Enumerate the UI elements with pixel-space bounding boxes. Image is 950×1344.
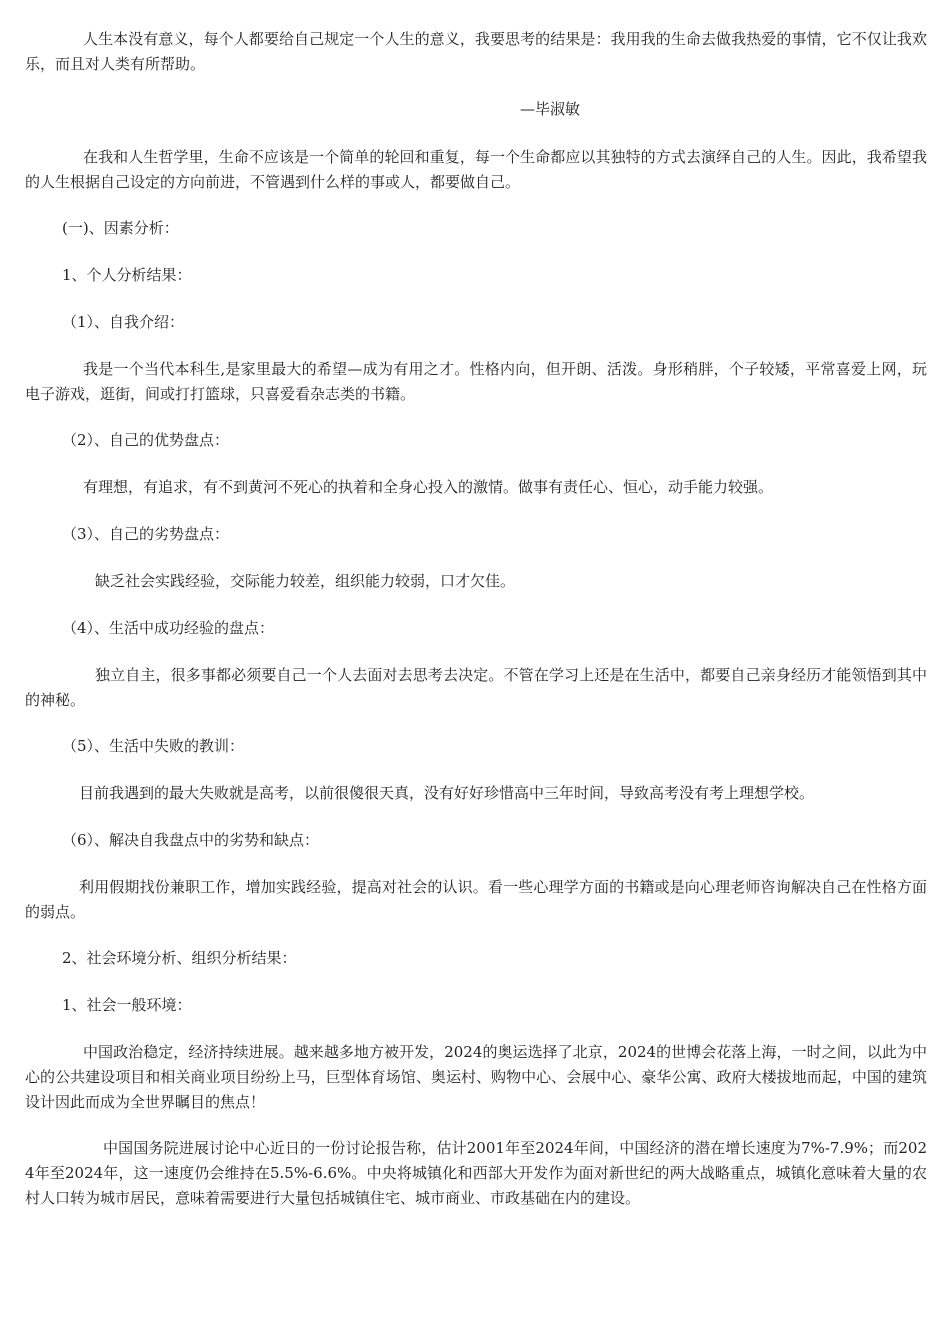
subheading-failures: （5）、生活中失败的教训： [62,737,245,755]
subheading-successes: （4）、生活中成功经验的盘点： [62,619,275,637]
weaknesses-paragraph: 缺乏社会实践经验，交际能力较差，组织能力较弱，口才欠佳。 [95,572,516,590]
failures-paragraph: 目前我遇到的最大失败就是高考，以前很傻很天真，没有好好珍惜高中三年时间，导致高考没有考上理想学校。 [79,784,815,802]
quote-attribution: —毕淑敏 [520,100,581,118]
subheading-self-intro: （1）、自我介绍： [62,313,185,331]
environment-paragraph-1: 中国政治稳定，经济持续进展。越来越多地方被开发，2024的奥运选择了北京，2024的世博会花落上海，一时之间，以此为中心的公共建设项目和相关商业项目纷纷上马，巨型体育场馆、奥运村、购物中心、会展中心、豪华公寓、政府大楼拔地而起，中国的建筑设计因此而成为全世界瞩目的焦点！ [25,1043,927,1111]
subheading-general-environment: 1、社会一般环境： [62,996,192,1014]
subheading-weaknesses: （3）、自己的劣势盘点： [62,525,230,543]
section-heading-personal-analysis: 1、个人分析结果： [62,266,192,284]
section-heading-environment-analysis: 2、社会环境分析、组织分析结果： [62,949,297,967]
self-intro-paragraph: 我是一个当代本科生,是家里最大的希望—成为有用之才。性格内向，但开朗、活泼。身形稍胖，个子较矮，平常喜爱上网，玩电子游戏，逛街，间或打打篮球，只喜爱看杂志类的书籍。 [25,360,927,403]
strengths-paragraph: 有理想，有追求，有不到黄河不死心的执着和全身心投入的激情。做事有责任心、恒心，动手能力较强。 [83,478,774,496]
successes-paragraph: 独立自主，很多事都必须要自己一个人去面对去思考去决定。不管在学习上还是在生活中，都要自己亲身经历才能领悟到其中的神秘。 [25,666,927,709]
section-heading-factor-analysis: (一)、因素分析： [62,219,179,237]
subheading-strengths: （2）、自己的优势盘点： [62,431,230,449]
opening-quote: 人生本没有意义，每个人都要给自己规定一个人生的意义，我要思考的结果是：我用我的生命去做我热爱的事情，它不仅让我欢乐，而且对人类有所帮助。 [25,30,927,73]
solutions-paragraph: 利用假期找份兼职工作，增加实践经验，提高对社会的认识。看一些心理学方面的书籍或是向心理老师咨询解决自己在性格方面的弱点。 [25,878,927,921]
environment-paragraph-2: 中国国务院进展讨论中心近日的一份讨论报告称，估计2001年至2024年间，中国经济的潜在增长速度为7%-7.9%；而2024年至2024年，这一速度仍会维持在5.5%-6.6%。中央将城镇化和西部大开发作为面对新世纪的两大战略重点，城镇化意味着大量的农村人口转为城市居民，意味着需要进行大量包括城镇住宅、城市商业、市政基础在内的建设。 [25,1139,927,1207]
subheading-solutions: （6）、解决自我盘点中的劣势和缺点： [62,831,320,849]
intro-paragraph: 在我和人生哲学里，生命不应该是一个简单的轮回和重复，每一个生命都应以其独特的方式去演绎自己的人生。因此，我希望我的人生根据自己设定的方向前进，不管遇到什么样的事或人，都要做自己。 [25,148,927,191]
